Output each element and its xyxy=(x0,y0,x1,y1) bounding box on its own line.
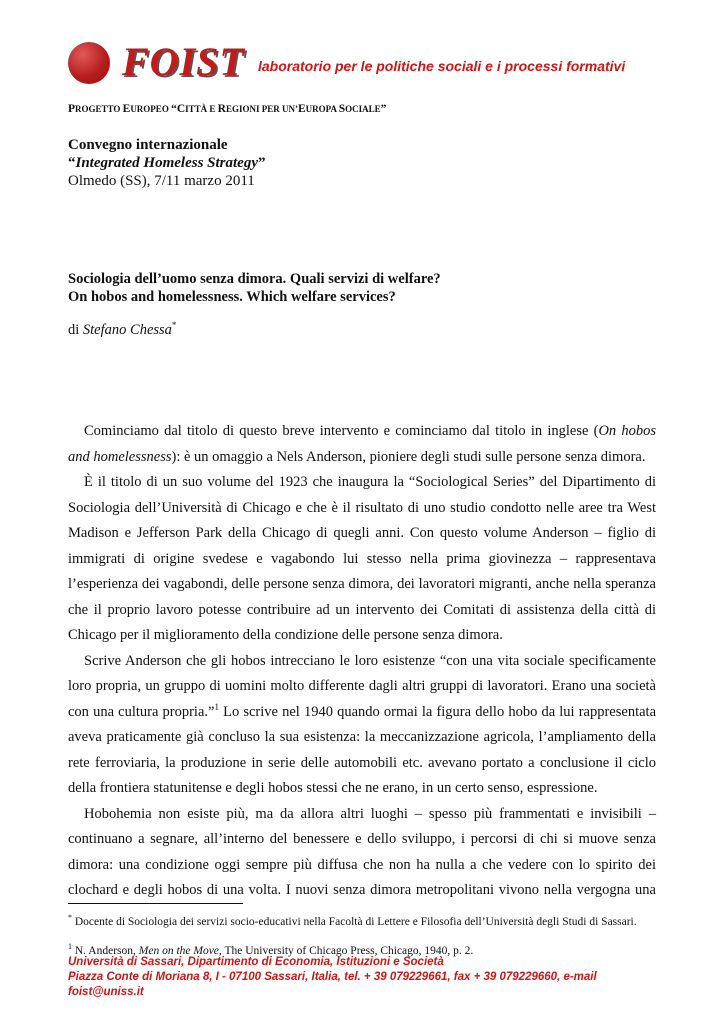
footnote-divider xyxy=(68,903,243,904)
author-name: Stefano Chessa xyxy=(82,321,172,338)
footnote-2: $^1$ N. Anderson, Men on the Move, The University of Chicago Press, Chicago, 1940, p. 2. xyxy=(68,942,474,957)
footnote-ref: 1 xyxy=(214,701,219,712)
author-line: di Stefano Chessa* xyxy=(68,320,177,338)
paragraph: Hobohemia non esiste più, ma da allora altri luoghi – spesso più frammentati e invisibili – continuano a segnare, all’interno del benessere e dello sviluppo, i percorsi di chi si muove senza dimora: una condizione oggi sempre più diffusa che non ha nulla a che vedere con lo spirito dei clochard e degli hobos di una volta. I nuovi senza dimora metropolitani vivono nella vergogna una xyxy=(68,805,656,898)
footer-address: Piazza Conte di Moriana 8, I - 07100 Sassari, Italia, tel. + 39 079229661, fax + 39 079229660, e-mail foist@uniss.it xyxy=(68,971,597,998)
paragraph: Cominciamo dal titolo di questo breve intervento e cominciamo dal titolo in inglese (On hobos and homelessness): è un omaggio a Nels Anderson, pioniere degli studi sulle persone senza dimora. xyxy=(68,423,656,465)
author-footnote-mark: * xyxy=(171,320,177,330)
foist-logo xyxy=(68,39,628,86)
title-italian: Sociologia dell’uomo senza dimora. Quali servizi di welfare? xyxy=(68,271,441,287)
title-english: On hobos and homelessness. Which welfare services? xyxy=(68,289,396,305)
logo-circle-icon xyxy=(68,42,110,84)
project-title: PROGETTO EUROPEO “CITTÀ E REGIONI PER UN’EUROPA SOCIALE” xyxy=(68,103,387,115)
body-text xyxy=(68,419,656,904)
logo-tagline: laboratorio per le politiche sociali e i processi formativi xyxy=(258,58,626,74)
footer-institution: Università di Sassari, Dipartimento di Economia, Istituzioni e Società xyxy=(68,956,444,968)
paragraph: Scrive Anderson che gli hobos intrecciano le loro esistenze “con una vita sociale specificamente loro propria, un gruppo di uomini molto differente dagli altri gruppi di lavoratori. Erano una società con una cultura propria.”$^1$ Lo scrive nel 1940 quando ormai la figura dello hobo da lui rappresentata aveva praticamente già concluso la sua esistenza: la meccanizzazione agricola, l’ampliamento della rete ferroviaria, la produzione in serie delle automobili etc. avevano portato a conclusione il ciclo della frontiera statunitense e degli hobos stessi che ne erano, in un certo senso, espressione. xyxy=(68,652,657,796)
paragraph: È il titolo di un suo volume del 1923 che inaugura la “Sociological Series” del Dipartimento di Sociologia dell’Università di Chicago e che è il risultato di uno studio condotto nelle aree tra West Madison e Jefferson Park della Chicago di quegli anni. Con questo volume Anderson – figlio di immigrati di origine svedese e vagabondo lui stesso nella prima giovinezza – rappresentava l’esperienza dei vagabondi, delle persone senza dimora, dei lavoratori migranti, anche nella speranza che il proprio lavoro potesse contribuire ad un intervento dei Comitati di assistenza della città di Chicago per il miglioramento della condizione delle persone senza dimora. xyxy=(68,474,656,643)
conference-info xyxy=(68,136,266,190)
conference-title: “Integrated Homeless Strategy” xyxy=(68,155,266,171)
conference-place-date: Olmedo (SS), 7/11 marzo 2011 xyxy=(68,173,255,189)
paper-titles xyxy=(68,270,441,306)
page-footer xyxy=(68,955,668,1000)
conference-label: Convegno internazionale xyxy=(68,137,228,153)
footnote-1: * Docente di Sociologia dei servizi socio-educativi nella Facoltà di Lettere e Filosofia dell’Università degli Studi di Sassari. xyxy=(68,913,637,928)
logo-wordmark: FOIST xyxy=(122,39,245,84)
